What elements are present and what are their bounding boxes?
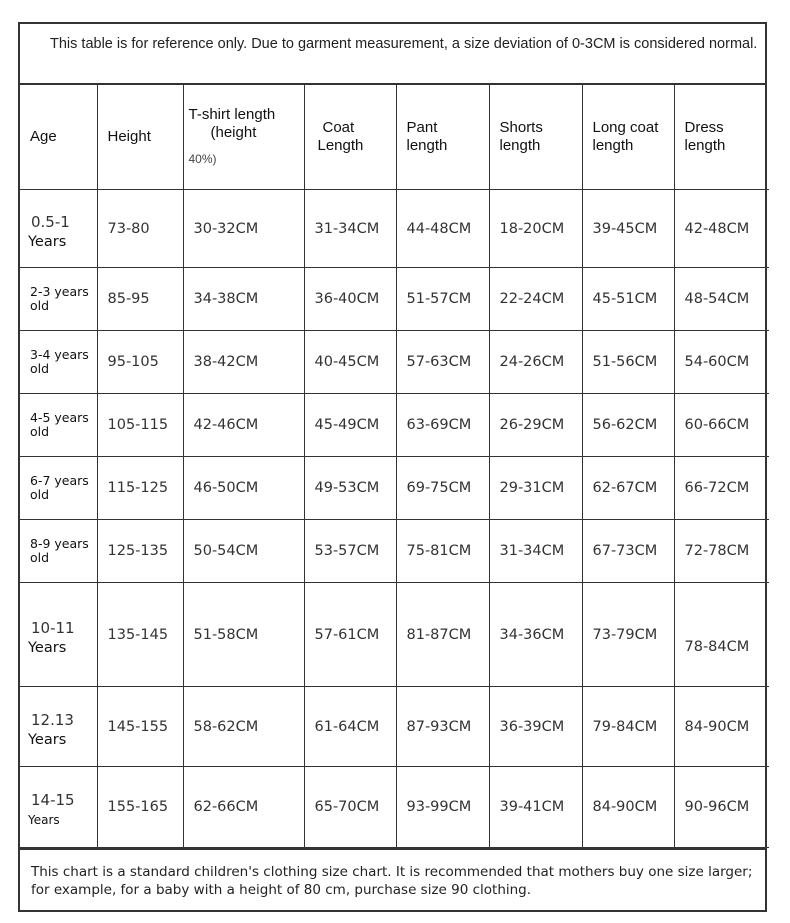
tshirt-cell: 58-62CM	[183, 687, 304, 767]
age-cell: 12.13 Years	[20, 687, 97, 767]
dress-cell: 60-66CM	[674, 394, 769, 457]
disclaimer-note: This table is for reference only. Due to garment measurement, a size deviation of 0-3CM is considered normal.	[20, 24, 765, 85]
age-cell: 3-4 years old	[20, 331, 97, 394]
longcoat-cell: 79-84CM	[582, 687, 674, 767]
age-cell: 2-3 years old	[20, 268, 97, 331]
longcoat-cell: 56-62CM	[582, 394, 674, 457]
dress-cell: 48-54CM	[674, 268, 769, 331]
table-row	[20, 520, 769, 583]
shorts-cell: 29-31CM	[489, 457, 582, 520]
table-row	[20, 190, 769, 268]
dress-cell: 90-96CM	[674, 767, 769, 848]
table-row	[20, 331, 769, 394]
pant-cell: 44-48CM	[396, 190, 489, 268]
table-row	[20, 767, 769, 848]
header-age: Age	[20, 85, 97, 190]
longcoat-cell: 51-56CM	[582, 331, 674, 394]
height-cell: 125-135	[97, 520, 183, 583]
dress-cell: 66-72CM	[674, 457, 769, 520]
shorts-cell: 26-29CM	[489, 394, 582, 457]
header-dress-length: Dress length	[674, 85, 769, 190]
pant-cell: 81-87CM	[396, 583, 489, 687]
coat-cell: 49-53CM	[304, 457, 396, 520]
table-row	[20, 457, 769, 520]
longcoat-cell: 45-51CM	[582, 268, 674, 331]
height-cell: 135-145	[97, 583, 183, 687]
size-table	[20, 85, 769, 848]
pant-cell: 87-93CM	[396, 687, 489, 767]
height-cell: 155-165	[97, 767, 183, 848]
pant-cell: 63-69CM	[396, 394, 489, 457]
dress-cell: 84-90CM	[674, 687, 769, 767]
longcoat-cell: 39-45CM	[582, 190, 674, 268]
age-cell: 6-7 years old	[20, 457, 97, 520]
tshirt-cell: 38-42CM	[183, 331, 304, 394]
shorts-cell: 31-34CM	[489, 520, 582, 583]
age-cell: 14-15 Years	[20, 767, 97, 848]
dress-cell: 54-60CM	[674, 331, 769, 394]
size-chart	[18, 22, 767, 912]
tshirt-cell: 62-66CM	[183, 767, 304, 848]
coat-cell: 57-61CM	[304, 583, 396, 687]
shorts-cell: 39-41CM	[489, 767, 582, 848]
dress-cell: 72-78CM	[674, 520, 769, 583]
shorts-cell: 34-36CM	[489, 583, 582, 687]
pant-cell: 75-81CM	[396, 520, 489, 583]
age-cell: 8-9 years old	[20, 520, 97, 583]
coat-cell: 65-70CM	[304, 767, 396, 848]
coat-cell: 61-64CM	[304, 687, 396, 767]
table-row	[20, 394, 769, 457]
header-height: Height	[97, 85, 183, 190]
shorts-cell: 36-39CM	[489, 687, 582, 767]
table-row	[20, 583, 769, 687]
longcoat-cell: 73-79CM	[582, 583, 674, 687]
table-row	[20, 268, 769, 331]
height-cell: 145-155	[97, 687, 183, 767]
height-cell: 85-95	[97, 268, 183, 331]
pant-cell: 93-99CM	[396, 767, 489, 848]
pant-cell: 57-63CM	[396, 331, 489, 394]
tshirt-cell: 46-50CM	[183, 457, 304, 520]
tshirt-cell: 50-54CM	[183, 520, 304, 583]
dress-cell: 78-84CM	[674, 583, 769, 687]
shorts-cell: 24-26CM	[489, 331, 582, 394]
header-long-coat-length: Long coat length	[582, 85, 674, 190]
tshirt-cell: 42-46CM	[183, 394, 304, 457]
shorts-cell: 22-24CM	[489, 268, 582, 331]
tshirt-cell: 51-58CM	[183, 583, 304, 687]
height-cell: 95-105	[97, 331, 183, 394]
age-cell: 4-5 years old	[20, 394, 97, 457]
tshirt-cell: 30-32CM	[183, 190, 304, 268]
tshirt-cell: 34-38CM	[183, 268, 304, 331]
coat-cell: 40-45CM	[304, 331, 396, 394]
longcoat-cell: 84-90CM	[582, 767, 674, 848]
pant-cell: 69-75CM	[396, 457, 489, 520]
height-cell: 73-80	[97, 190, 183, 268]
header-tshirt-length: T-shirt length (height 40%)	[183, 85, 304, 190]
height-cell: 105-115	[97, 394, 183, 457]
coat-cell: 53-57CM	[304, 520, 396, 583]
header-coat-length: Coat Length	[304, 85, 396, 190]
header-shorts-length: Shorts length	[489, 85, 582, 190]
longcoat-cell: 62-67CM	[582, 457, 674, 520]
header-row	[20, 85, 769, 190]
coat-cell: 31-34CM	[304, 190, 396, 268]
height-cell: 115-125	[97, 457, 183, 520]
age-cell: 0.5-1 Years	[20, 190, 97, 268]
dress-cell: 42-48CM	[674, 190, 769, 268]
header-pant-length: Pant length	[396, 85, 489, 190]
coat-cell: 36-40CM	[304, 268, 396, 331]
recommendation-note: This chart is a standard children's clothing size chart. It is recommended that mothers buy one size larger; for example, for a baby with a height of 80 cm, purchase size 90 clothing.	[20, 848, 765, 910]
shorts-cell: 18-20CM	[489, 190, 582, 268]
pant-cell: 51-57CM	[396, 268, 489, 331]
coat-cell: 45-49CM	[304, 394, 396, 457]
table-row	[20, 687, 769, 767]
longcoat-cell: 67-73CM	[582, 520, 674, 583]
age-cell: 10-11 Years	[20, 583, 97, 687]
